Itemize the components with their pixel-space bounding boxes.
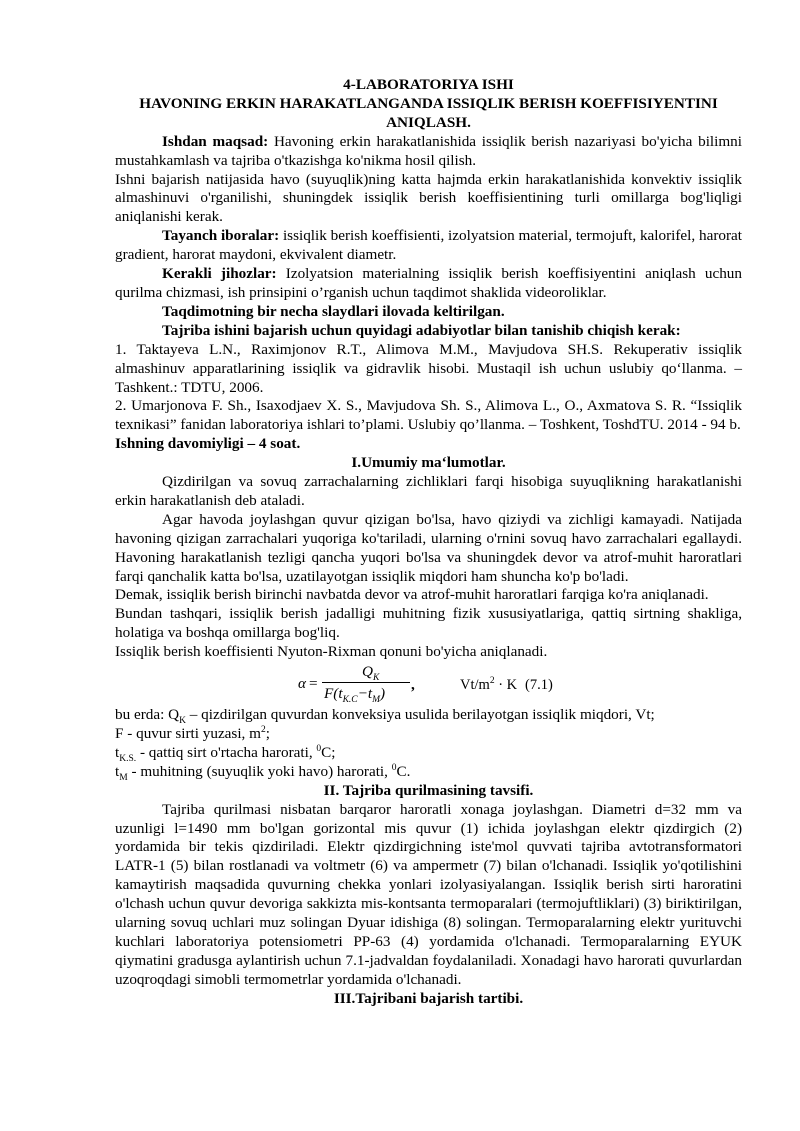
result-paragraph: Ishni bajarish natijasida havo (suyuqlik)ning katta hajmda erkin harakatlanishida konvektiv issiqlik almashinuvi o'rganilishi, shuningdek issiqlik berish koeffisientining turli omillarga bog'liqligi aniqlanishi kerak. [115,170,742,226]
aim-label: Ishdan maqsad: [162,132,269,150]
def-tm-sup: 0 [391,762,397,773]
section3-heading: III.Tajribani bajarish tartibi. [333,989,524,1007]
def-q-sub: K [179,716,186,727]
keywords-label: Tayanch iboralar: [162,227,280,245]
reference-item: 2. Umarjonova F. Sh., Isaxodjaev X. S., Mavjudova Sh. S., Alimova L., O., Axmatova S. R. “Issiqlik texnikasi” fanidan laboratoriya ishlari to’plami. Uslubiy qo’llanma. – Toshkent, ToshdTU. 2014 - 94 b. [115,397,742,434]
section2-heading: II. Tajriba qurilmasining tavsifi. [323,781,534,799]
formula-paren-close: ) [380,685,386,703]
formula-paren-open: ( [333,685,339,703]
def-f-text: F - quvur sirti yuzasi, m [115,725,261,742]
def-tm-text: - muhitning (suyuqlik yoki havo) harorati, [127,762,392,780]
formula-q: Q [362,663,373,681]
def-f [115,725,742,744]
section1-heading: I.Umumiy ma‘lumotlar. [351,454,506,472]
formula-f: F [324,685,334,703]
formula-minus: − [357,685,368,703]
formula-numerator [322,662,410,684]
formula-t1-sub: K.C [342,695,358,706]
def-q-text: – qizdirilgan quvurdan konveksiya usulida berilayotgan issiqlik miqdori, Vt; [185,706,655,724]
formula-number: (7.1) [525,677,553,694]
section1-para4: Bundan tashqari, issiqlik berish jadalligi muhitning fizik xususiyatlariga, qattiq sirtning shakliga, holatiga va boshqa omillarga bog'liq. [115,605,742,642]
def-tks [115,744,742,763]
def-tks-sub: K.S. [119,753,137,764]
definitions-list [115,706,742,782]
equipment-paragraph [115,265,742,303]
formula-fraction [322,662,410,706]
def-tks-pre: t [115,743,120,761]
main-title-line1: HAVONING ERKIN HARAKATLANGANDA ISSIQLIK BERISH KOEFFISIYENTINI [139,94,718,112]
reference-item: 1. Taktayeva L.N., Raximjonov R.T., Alimova M.M., Mavjudova SH.S. Rekuperativ issiqlik almashinuv apparatlarining issiqlik va gidravlik hisobi. Mustaqil ish uchun uslubiy qo‘llanma. – Tashkent.: TDTU, 2006. [115,340,742,396]
def-tm-end: C. [396,762,411,780]
def-tks-sup: 0 [316,743,322,754]
section1-para5: Issiqlik berish koeffisienti Nyuton-Rixman qonuni bo'yicha aniqlanadi. [115,643,548,661]
fraction-bar [322,682,410,683]
literature-intro: Tajriba ishini bajarish uchun quyidagi adabiyotlar bilan tanishib chiqish kerak: [162,321,681,339]
formula-t2: t [367,685,373,703]
section1-para2: Agar havoda joylashgan quvur qizigan bo'lsa, havo qiziydi va zichligi kamayadi. Natijada havoning qizigan zarrachalari yuqoriga ko'tariladi, ularning o'rnini sovuq havo zarrachalari egallaydi. Havoning harakatlanish tezligi qancha yuqori bo'lsa va shuningdek devor va atrof-muhit haroratlari farqi qanchalik katta bo'lsa, uzatilayotgan issiqlik miqdori ham shuncha ko'p bo'ladi. [115,510,742,585]
def-tm [115,763,742,782]
slides-note: Taqdimotning bir necha slaydlari ilovada keltirilgan. [162,302,505,320]
formula-comma: , [411,676,415,694]
keywords-text: issiqlik berish koeffisienti, izolyatsion material, termojuft, kalorifel, harorat gradient, harorat maydoni, ekvivalent diametr. [115,227,742,264]
def-f-end: ; [265,725,270,742]
equipment-label: Kerakli jihozlar: [162,265,277,283]
formula-denominator [322,684,410,706]
formula-7-1 [115,662,742,706]
formula-t1: t [338,685,343,703]
keywords-paragraph [115,227,742,265]
formula-equals: = [309,675,318,693]
units-sup: 2 [489,676,495,687]
def-q [115,706,742,725]
def-tm-pre: t [115,762,120,780]
section1-para1: Qizdirilgan va sovuq zarrachalarning zichliklari farqi hisobiga suyuqlikning harakatlanishi erkin harakatlanish deb ataladi. [115,473,742,509]
def-tm-sub: M [119,772,128,783]
def-tks-text: - qattiq sirt o'rtacha harorati, [136,743,317,761]
formula-alpha: α [298,675,306,693]
formula-units [460,676,517,695]
aim-paragraph [115,133,742,171]
equipment-text: Izolyatsion materialning issiqlik berish koeffisiyentini aniqlash uchun qurilma chizmasi, ish prinsipini o’rganish uchun taqdimot shaklida videoroliklar. [115,265,742,301]
units-text: Vt/m [460,677,490,694]
units-post: · K [494,677,518,694]
def-tks-end: C; [321,743,336,761]
section2-para: Tajriba qurilmasi nisbatan barqaror haroratli xonaga joylashgan. Diametri d=32 mm va uzunligi l=1490 mm bo'lgan gorizontal mis quvur (1) ichida joylashgan elektr qizdirgich (2) yordamida bir tekis qizdiriladi. Elektr qizdirgichning iste'mol quvvati tajriba avtotransformatori LATR-1 (5) bilan rostlanadi va voltmetr (6) va ampermetr (7) bilan o'lchanadi. Issiqlik yo'qotilishini kamaytirish maqsadida quvurning chekka yonlari izolyasiyalangan. Issiqlik berish sirti haroratini o'lchash uchun quvur devoriga sakkizta mis-kontsanta termoparalari (termojuftliklari) (3) biriktirilgan, ularning sovuq uchlari muz solingan Dyuar idishiga (8) solingan. Termoparalarning elektr yurituvchi kuchlari laboratoriya potensiometri PP-63 (4) yordamida o'lchanadi. Termoparalarning EYUK qiymatini gradusga aylantirish uchun 7.1-jadvaldan foydalaniladi. Xonadagi havo harorati quvurlardan uzoqroqdagi simobli termometrlar yordamida o'lchanadi. [115,800,742,988]
section1-para3: Demak, issiqlik berish birinchi navbatda devor va atrof-muhit haroratlari farqiga ko'ra aniqlanadi. [115,586,709,604]
lab-title: 4-LABORATORIYA ISHI [343,76,514,93]
def-q-prefix: bu erda: Q [115,706,180,724]
formula-q-sub: K [372,673,380,684]
formula-t2-sub: M [372,695,381,706]
duration-line: Ishning davomiyligi – 4 soat. [115,435,301,453]
def-f-sup: 2 [260,724,266,735]
main-title-line2: ANIQLASH. [386,113,471,131]
aim-text: Havoning erkin harakatlanishida issiqlik berish nazariyasi bo'yicha bilimni mustahkamlash va tajriba o'tkazishga ko'nikma hosil qilish. [115,132,742,169]
